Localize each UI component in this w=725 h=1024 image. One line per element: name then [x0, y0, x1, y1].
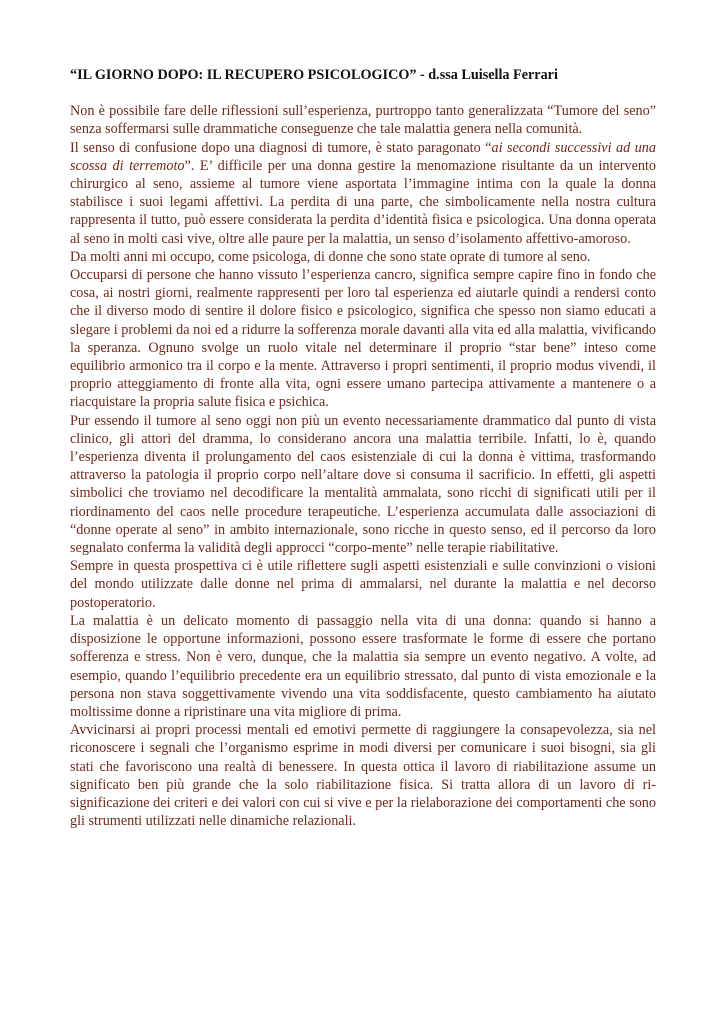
- paragraph-2: [70, 139, 656, 248]
- paragraph-5: Pur essendo il tumore al seno oggi non più un evento necessariamente drammatico dal punto di vista clinico, gli attori del dramma, lo considerano ancora una malattia terribile. Infatti, lo è, quando l’esperienza diventa il prolungamento del caos esistenziale di cui la donna è vittima, trasformando attraverso la patologia il proprio corpo nell’altare dove si consuma il sacrificio. In effetti, gli aspetti simbolici che troviamo nel decodificare la mentalità ammalata, sono ricchi di significati utili per il riordinamento del caos nelle procedure terapeutiche. L’esperienza accumulata dalle associazioni di “donne operate al seno” in ambito internazionale, sono ricche in questo senso, ed il percorso da loro segnalato conferma la validità degli approcci “corpo-mente” nelle terapie riabilitative.: [70, 412, 656, 557]
- paragraph-1: Non è possibile fare delle riflessioni sull’esperienza, purtroppo tanto generalizzata “Tumore del seno” senza soffermarsi sulle drammatiche conseguenze che tale malattia genera nella comunità.: [70, 103, 656, 138]
- document-title: “IL GIORNO DOPO: IL RECUPERO PSICOLOGICO” - d.ssa Luisella Ferrari: [70, 67, 558, 83]
- paragraph-2-quote: ai secondi successivi ad una scossa di terremoto: [70, 139, 656, 174]
- paragraph-8: Avvicinarsi ai propri processi mentali ed emotivi permette di raggiungere la consapevolezza, sia nel riconoscere i segnali che l’organismo esprime in modi diversi per comunicare i suoi bisogni, sia gli stati che favoriscono una realtà di benessere. In questa ottica il lavoro di riabilitazione assume un significato ben più grande che la solo riabilitazione fisica. Si tratta allora di un lavoro di ri-significazione dei criteri e dei valori con cui si vive e per la rielaborazione dei comportamenti che sono gli strumenti utilizzati nelle dinamiche relazionali.: [70, 722, 656, 830]
- paragraph-3: Da molti anni mi occupo, come psicologa, di donne che sono state oprate di tumore al seno.: [70, 248, 591, 265]
- paragraph-2-rest: ”. E’ difficile per una donna gestire la menomazione risultante da un intervento chirurgico al seno, assieme al tumore viene asportata l’immagine intima con la quale la donna stabilisce i suoi legami affettivi. La perdita di una parte, che simbolicamente nella nostra cultura rappresenta il tutto, può essere considerata la perdita d’identità fisica e psicologica. Una donna operata al seno in molti casi vive, oltre alle paure per la malattia, un senso d’isolamento affettivo-amoroso.: [70, 157, 657, 247]
- paragraph-6: Sempre in questa prospettiva ci è utile riflettere sugli aspetti esistenziali e sulle convinzioni o visioni del mondo utilizzate dalle donne nel prima di ammalarsi, nel durante la malattia e nel decorso postoperatorio.: [70, 558, 656, 611]
- paragraph-7: La malattia è un delicato momento di passaggio nella vita di una donna: quando si hanno a disposizione le opportune informazioni, possono essere trasformate le forme di essere che portano sofferenza e stress. Non è vero, dunque, che la malattia sia sempre un evento negativo. A volte, ad esempio, quando l’equilibrio precedente era un equilibrio stressato, dal punto di vista emozionale e la persona non stava soggettivamente vivendo una vita soddisfacente, questo cambiamento ha aiutato moltissime donne a ripristinare una vita migliore di prima.: [70, 612, 656, 720]
- document-page: [70, 66, 656, 830]
- paragraph-2-lead: Il senso di confusione dopo una diagnosi di tumore, è stato paragonato “: [70, 139, 492, 156]
- paragraph-4: Occuparsi di persone che hanno vissuto l’esperienza cancro, significa sempre capire fino in fondo che cosa, ai nostri giorni, realmente rappresenti per loro tal esperienza ed aiutarle quindi a rendersi conto che il diverso modo di sentire il dolore fisico e psicologico, significa che spesso non siamo educati a slegare i problemi da noi ed a ridurre la sofferenza morale davanti alla vita ed alla malattia, vivificando la speranza. Ognuno svolge un ruolo vitale nel determinare il proprio “star bene” inteso come equilibrio armonico tra il corpo e la mente. Attraverso i propri sentimenti, il proprio modus vivendi, il proprio atteggiamento di fronte alla vita, ogni essere umano partecipa attivamente a mantenere o a riacquistare la propria salute fisica e psichica.: [70, 267, 656, 411]
